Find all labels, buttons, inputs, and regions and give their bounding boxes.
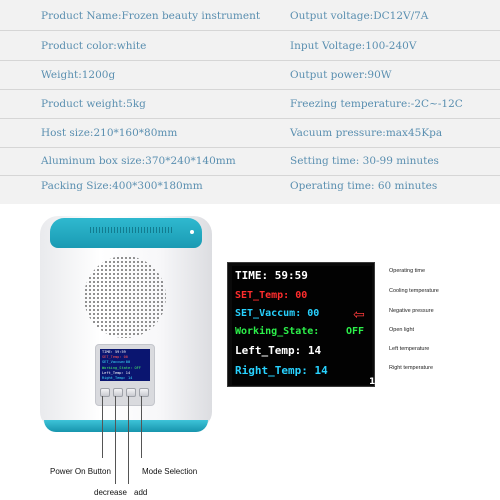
spec-row [0,2,500,31]
spec-table [0,0,500,204]
spec-operating-time: Operating time: 60 minutes [290,180,438,192]
decrease-label: decrease [94,488,127,497]
mode-selection-label: Mode Selection [142,467,198,476]
mini-time: TIME: 59:59 [102,350,126,354]
vent-icon [90,227,172,233]
callout-line-mode [141,396,142,458]
display-time: TIME: 59:59 [235,269,308,282]
legend-left-temperature: Left temperature [389,346,430,352]
control-panel [95,344,155,406]
spec-input-voltage: Input Voltage:100-240V [290,40,417,52]
legend-open-light: Open light [389,327,415,333]
spec-host-size: Host size:210*160*80mm [41,127,178,139]
legend-right-temperature: Right temperature [389,365,434,371]
display-set-vaccum: SET_Vaccum: 00 [235,308,320,319]
spec-product-weight: Product weight:5kg [41,98,146,110]
display-right-temp: Right_Temp: 14 [235,364,328,377]
legend-cooling-temperature: Cooling temperature [389,288,439,294]
device-base [44,420,208,432]
spec-freezing-temperature: Freezing temperature:-2C~-12C [290,98,463,110]
legend-operating-time: Operating time [389,268,426,274]
mini-set-vaccum: SET_Vaccum:00 [102,360,131,365]
mini-set-temp: SET_Temp: 00 [102,355,128,360]
display-closeup [227,262,375,387]
left-arrow-icon: ⇦ [353,307,365,323]
device-top-cover [50,218,202,248]
spec-weight: Weight:1200g [41,69,116,81]
display-page-number: 1 [369,377,376,387]
display-working-state-label: Working_State: [235,326,320,337]
spec-vacuum-pressure: Vacuum pressure:max45Kpa [290,127,443,139]
callout-line-add [128,396,129,484]
spec-aluminum-box-size: Aluminum box size:370*240*140mm [41,155,236,167]
spec-row [0,172,500,201]
legend-negative-pressure: Negative pressure [389,308,434,314]
mini-left-temp: Left_Temp: 14 [102,370,131,375]
spec-output-power: Output power:90W [290,69,392,81]
display-working-state-value: OFF [346,326,365,337]
mini-right-temp: Right_Temp: 14 [102,376,133,381]
mini-display [100,349,150,381]
spec-row [0,61,500,90]
spec-row [0,32,500,61]
speaker-grille-icon [84,256,166,338]
callout-line-power [102,396,103,458]
spec-product-name: Product Name:Frozen beauty instrument [41,10,261,22]
spec-row [0,90,500,119]
indicator-light-icon [190,230,194,234]
spec-row [0,119,500,148]
add-label: add [134,488,148,497]
button-row [99,386,151,402]
device-image [40,216,212,436]
spec-product-color: Product color:white [41,40,147,52]
spec-setting-time: Setting time: 30-99 minutes [290,155,439,167]
power-on-button-label: Power On Button [50,467,111,476]
spec-packing-size: Packing Size:400*300*180mm [41,180,203,192]
spec-output-voltage: Output voltage:DC12V/7A [290,10,429,22]
display-panel [232,266,376,387]
mini-working-state: Working_State: OFF [102,365,141,370]
display-left-temp: Left_Temp: 14 [235,344,322,357]
display-set-temp: SET_Temp: 00 [235,290,308,301]
callout-line-decrease [115,396,116,484]
